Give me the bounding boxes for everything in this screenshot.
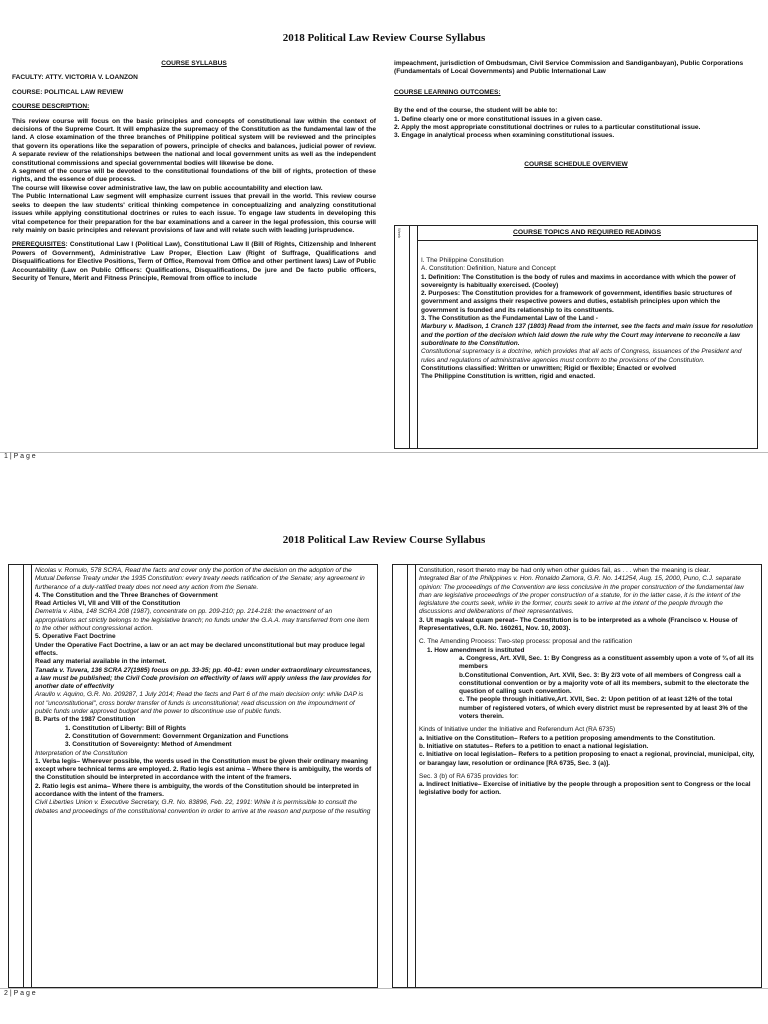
table-line: 3. Ut magis valeat quam pereat– The Constitution is to be interpreted as a whole (Francisco v. House of Representatives, G.R. No. 160261, Nov. 10, 2003). (419, 616, 738, 633)
outcomes-intro: By the end of the course, the student will be able to: (394, 107, 558, 115)
faculty-line: FACULTY: ATTY. VICTORIA V. LOANZON (12, 74, 138, 82)
outcome-item: 1. Define clearly one or more constitutional issues in a given case. (394, 115, 603, 123)
description-paragraph: The course will likewise cover administrative law, the law on public accountability and election law. (12, 184, 323, 192)
page-title: 2018 Political Law Review Course Syllabus (282, 534, 486, 546)
table-line: 4. The Constitution and the Three Branches of Government (35, 591, 218, 599)
table-line: a. Congress, Art. XVII, Sec. 1: By Congress as a constituent assembly upon a vote of ¾ of all its members (459, 654, 754, 671)
page-word: P a g e (13, 990, 36, 997)
table-line: Read any material available in the internet. (35, 658, 167, 666)
page-2 (0, 520, 768, 1024)
schedule-table-right (392, 564, 762, 988)
table-line: 1. How amendment is instituted (427, 646, 525, 654)
table-line: a. Indirect Initiative– Exercise of initiative by the people through a proposition sent to Congress or the local legislative body for action. (419, 781, 751, 797)
table-line: I. The Philippine Constitution (421, 257, 504, 264)
table-line: Tanada v. Tuvera, 136 SCRA 27(1985) focus on pp. 33-35; pp. 40-41: even under extraordinary circumstances, a law must be published; the Civil Code provision on effectivity of laws will apply unless the law provides for another date of effectivity (35, 666, 372, 691)
outcome-item: 3. Engage in analytical process when examining constitutional issues. (394, 132, 615, 140)
page-gap (0, 470, 768, 520)
table-body (421, 257, 753, 381)
table-line: Integrated Bar of the Philippines v. Hon. Ronaldo Zamora, G.R. No. 141254, Aug. 15, 2000, Puno, C.J. separate opinion: The proceedings of the Convention are less conclusive in the proper construction of the fundamental law than are legislative proceedings of the proper construction of a statute, for in the latter case, it is the intent of the legislature the courts seek, while in the former, courts seek to arrive at the intent of the people through the discussions and deliberations of their representatives. (419, 575, 744, 616)
table-line: Kinds of Initiative under the Initiative and Referendum Act (RA 6735) (419, 726, 616, 734)
table-body (419, 567, 757, 798)
course-line: COURSE: POLITICAL LAW REVIEW (12, 88, 124, 96)
table-body (35, 567, 373, 816)
page-number: 1 (4, 453, 8, 460)
table-line: b. Initiative on statutes– Refers to a petition to enact a national legislation. (419, 742, 649, 750)
table-line: 2. Ratio legis est anima– Where there is ambiguity, the words of the Constitution should be interpreted in accordance with the intent of the framers. (35, 782, 359, 799)
schedule-label: COURSE SCHEDULE OVERVIEW (524, 160, 628, 168)
table-line: 1. Verba legis– Wherever possible, the words used in the Constitution must be given their ordinary meaning except where technical terms are employed. 2. Ratio legis est anima – Where there is ambiguity, the words of the Constitution should be interpreted in accordance with the intent of the framers. (35, 757, 372, 782)
page-1 (0, 0, 768, 470)
table-line: 5. Operative Fact Doctrine (35, 633, 116, 641)
table-header: COURSE TOPICS AND REQUIRED READINGS (417, 226, 757, 241)
table-line: a. Initiative on the Constitution– Refers to a petition proposing amendments to the Constitution. (419, 734, 716, 742)
table-line: Constitutions classified: Written or unwritten; Rigid or flexible; Enacted or evolved (421, 364, 677, 372)
table-line: Constitution, resort thereto may be had only when other guides fail, as . . . when the meaning is clear. (419, 567, 711, 574)
description-label: COURSE DESCRIPTION: (12, 103, 90, 111)
table-line: 2. Constitution of Government: Government Organization and Functions (65, 732, 289, 740)
table-line: Read Articles VI, VII and VIII of the Constitution (35, 600, 181, 608)
table-line: Under the Operative Fact Doctrine, a law or an act may be declared unconstitutional but may produce legal effects. (35, 641, 365, 657)
divider-column (409, 226, 418, 448)
description-paragraph: A segment of the course will be devoted to the constitutional foundations of the bill of rights, protection of these rights, and the essence of due process. (12, 168, 376, 184)
table-line: b.Constitutional Convention, Art. XVII, Sec. 3: By 2/3 vote of all members of Congress call a constitutional convention or by a majority vote of all its members, submit to the electorate the question of calling such convention. (459, 671, 750, 696)
description-paragraph: The Public International Law segment will emphasize current issues that prevail in the world. This review course seeks to deepen the law students' critical thinking competence in conceptualizing and analyzing constitutional issues while applying constitutional doctrines or rules to each issue. To engage law students in developing this vital competence for their preparation for the bar examinations and a career in the legal profession, this course will rely mainly on basic principles and relevant provisions of law and will relate such with leading jurisprudence. (12, 193, 376, 234)
schedule-table-left (8, 564, 378, 988)
table-line: 1. Constitution of Liberty: Bill of Rights (65, 724, 186, 732)
table-line: 3. The Constitution as the Fundamental Law of the Land - (421, 315, 598, 323)
right-column (394, 60, 758, 169)
page-number: 2 (4, 990, 8, 997)
week-label: Week (397, 228, 402, 239)
table-line: B. Parts of the 1987 Constitution (35, 716, 136, 724)
table-line: Sec. 3 (b) of RA 6735 provides for: (419, 772, 519, 780)
prerequisites (12, 241, 376, 283)
table-line: c. Initiative on local legislation– Refers to a petition proposing to enact a regional, provincial, municipal, city, or barangay law, resolution or ordinance [RA 6735, Sec. 3 (a)]. (419, 751, 755, 767)
outcome-item: 2. Apply the most appropriate constitutional doctrines or rules to a particular constitutional issue. (394, 124, 701, 132)
week-column (393, 565, 408, 987)
table-line: 2. Purposes: The Constitution provides for a framework of government, identifies basic structures of government and assigns their respective powers and duties, establish principles upon which the government is founded and its relationship to its constituents. (421, 290, 732, 314)
page-footer: 1 | P a g e (4, 453, 36, 460)
table-line: C. The Amending Process: Two-step process: proposal and the ratification (419, 638, 633, 646)
divider-column (23, 565, 32, 987)
page-footer: 2 | P a g e (4, 990, 36, 997)
table-line: Demetria v. Alba, 148 SCRA 208 (1987), concentrate on pp. 209-210; pp. 214-218: the enactment of an appropriations act strictly belongs to the legislative branch; no funds under the G.A.A. may transferred from one item to the other without congressional action. (35, 608, 370, 633)
description-paragraph: This review course will focus on the basic principles and concepts of constitutional law within the context of decisions of the Supreme Court. It will emphasize the supremacy of the Constitution as the fundamental law of the land. A close examination of the three branches of Philippine political system will be reviewed and the principles that govern its operations like the separation of powers, principle of checks and balances, judicial power of review. A separate review of the relationships between the national and local government units as well as the independent constitutional commissions and special governmental bodies will likewise be done. (12, 117, 376, 167)
table-line: Constitutional supremacy is a doctrine, which provides that all acts of Congress, issuances of the President and rules and regulations of administrative agencies must conform to the provisions of the Constitution. (421, 348, 742, 364)
syllabus-heading: COURSE SYLLABUS (161, 60, 227, 67)
table-line: 1. Definition: The Constitution is the body of rules and maxims in accordance with which the power of sovereignty is habitually exercised. (Cooley) (421, 273, 736, 289)
table-line: Nicolas v. Romulo, 578 SCRA, Read the facts and cover only the portion of the decision on the adoption of the Mutual Defense Treaty under the 1935 Constitution: every treaty needs ratification of the Senate; any agreement in furtherance of a duly-ratified treaty does not need any action from the Senate. (35, 567, 365, 591)
page-word: P a g e (13, 453, 36, 460)
right-continuation: impeachment, jurisdiction of Ombudsman, Civil Service Commission and Sandiganbayan), Public Corporations (Fundamentals of Local Governments) and Public International Law (394, 60, 744, 76)
left-column (12, 60, 376, 283)
table-line: Marbury v. Madison, 1 Cranch 137 (1803) Read from the internet, see the facts and main issue for resolution and the portion of the decision which laid down the rule why the Court may intervene to reconcile a law subordinate to the Constitution. (421, 323, 753, 347)
table-line: Araullo v. Aquino, G.R. No. 209287, 1 July 2014; Read the facts and Part 6 of the main decision only: while DAP is not "unconstitutional", cross border transfer of funds is unconstitutional; read discussion on the impoundment of public funds under approved budget and the power to discontinue use of public funds. (35, 691, 364, 716)
table-line: The Philippine Constitution is written, rigid and enacted. (421, 373, 596, 381)
week-column (395, 226, 410, 448)
divider (0, 452, 768, 453)
prerequisites-text: : Constitutional Law I (Political Law), Constitutional Law II (Bill of Rights, Citizenship and Inherent Powers of Government), Administrative Law Proper, Election Law (Right of Suffrage, Qualifications and Disqualifications for Elective Positions, Term of Office, Removal from Office and other pertinent laws) Law of Public Accountability (Law on Public Officers: Qualifications, Disqualifications, De jure and De facto public officers, Security of Tenure, Merit and Fitness Principle, Removal from office to include (12, 241, 376, 282)
page-title: 2018 Political Law Review Course Syllabus (282, 32, 486, 44)
table-line: 3. Constitution of Sovereignty: Method of Amendment (65, 741, 232, 749)
table-line: Civil Liberties Union v. Executive Secretary, G.R. No. 83896, Feb. 22, 1991: While it is permissible to consult the debates and proceedings of the constitutional convention in order to arrive at the reason and purpose of the resulting (35, 799, 371, 815)
prerequisites-label: PREREQUISITES (12, 241, 66, 249)
divider-column (407, 565, 416, 987)
table-line: Interpretation of the Constitution (35, 749, 128, 757)
divider (0, 988, 768, 989)
schedule-table (394, 225, 758, 449)
table-line: A. Constitution: Definition, Nature and Concept (421, 265, 556, 273)
outcomes-label: COURSE LEARNING OUTCOMES: (394, 88, 501, 96)
week-column (9, 565, 24, 987)
table-line: c. The people through initiative,Art. XVII, Sec. 2: Upon petition of at least 12% of the total number of registered voters, of which every district must be represented by at least 3% of the voters therein. (459, 696, 748, 721)
